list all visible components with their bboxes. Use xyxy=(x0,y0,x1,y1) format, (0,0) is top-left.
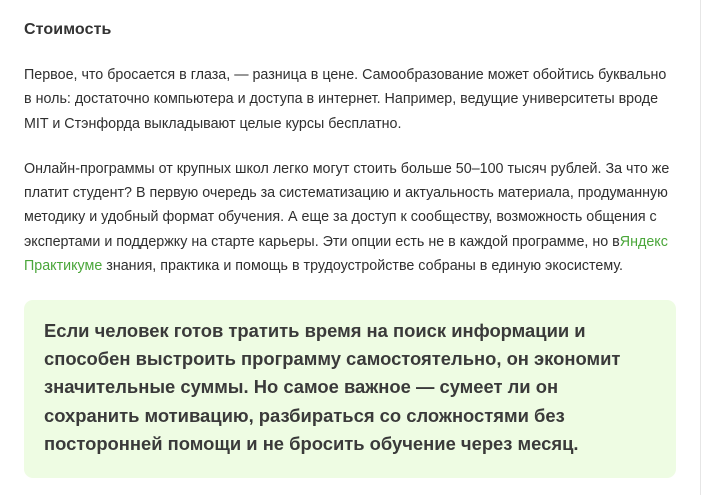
callout-text: Если человек готов тратить время на поиск информации и способен выстроить программу самостоятельно, он экономит значительные суммы. Но самое важное — сумеет ли он сохранить мотивацию, разбираться со сложностями без посторонней помощи и не бросить обучение через месяц. xyxy=(44,320,621,454)
paragraph-online-programs xyxy=(24,157,674,278)
callout-box xyxy=(24,300,676,478)
section-heading: Стоимость xyxy=(24,21,112,38)
yandex-practicum-link[interactable]: Яндекс Практикуме xyxy=(24,233,668,275)
paragraph-cost-difference: Первое, что бросается в глаза, — разница в цене. Самообразование может обойтись буквально в ноль: достаточно компьютера и доступа в интернет. Например, ведущие университеты вроде MIT и Стэнфорда выкладывают целые курсы бесплатно. xyxy=(24,67,667,132)
paragraph-text-before-link: Онлайн-программы от крупных школ легко могут стоить больше 50–100 тысяч рублей. За что же платит студент? В первую очередь за систематизацию и актуальность материала, продуманную методику и удобный формат обучения. А еще за доступ к сообществу, возможность общения с экспертами и поддержку на старте карьеры. Эти опции есть не в каждой программе, но в xyxy=(24,160,670,250)
paragraph-text-after-link: знания, практика и помощь в трудоустройстве собраны в единую экосистему. xyxy=(102,258,624,275)
article-section xyxy=(24,16,674,278)
